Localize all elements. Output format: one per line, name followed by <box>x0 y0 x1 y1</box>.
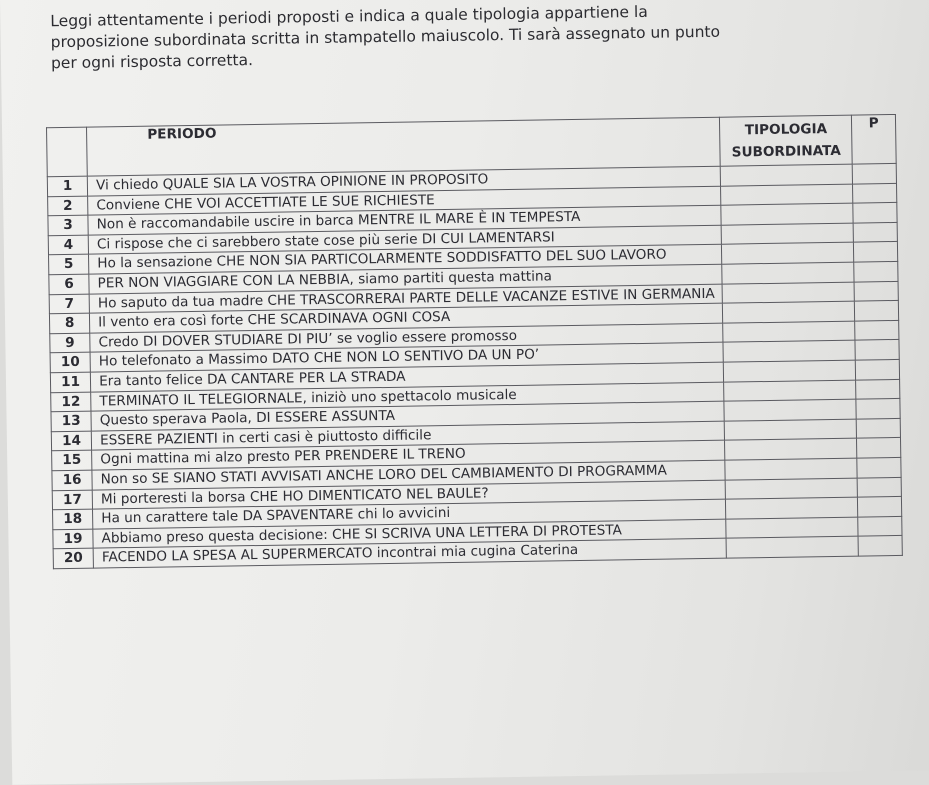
table-body <box>47 163 902 568</box>
row-points[interactable] <box>854 281 898 301</box>
row-number: 13 <box>51 411 91 431</box>
row-periodo: Ci rispose che ci sarebbero state cose più serie DI CUI LAMENTARSI <box>88 225 721 255</box>
row-tipologia-answer[interactable] <box>720 164 852 186</box>
row-tipologia-answer[interactable] <box>724 399 856 421</box>
row-periodo: Vi chiedo QUALE SIA LA VOSTRA OPINIONE IN PROPOSITO <box>87 166 720 196</box>
row-tipologia-answer[interactable] <box>724 380 856 402</box>
row-points[interactable] <box>857 457 901 477</box>
row-tipologia-answer[interactable] <box>723 301 855 323</box>
row-periodo: FACENDO LA SPESA AL SUPERMERCATO incontrai mia cugina Caterina <box>93 538 726 568</box>
instructions-line-3: per ogni risposta corretta. <box>50 51 254 73</box>
row-periodo: Questo sperava Paola, DI ESSERE ASSUNTA <box>91 401 724 431</box>
row-points[interactable] <box>855 320 899 340</box>
row-periodo: Ha un carattere tale DA SPAVENTARE chi lo avvicini <box>93 499 726 529</box>
header-tipologia-line-1: TIPOLOGIA <box>744 121 828 139</box>
row-number: 18 <box>53 509 93 529</box>
row-points[interactable] <box>856 379 900 399</box>
row-periodo: PER NON VIAGGIARE CON LA NEBBIA, siamo partiti questa mattina <box>89 264 722 294</box>
row-points[interactable] <box>856 399 900 419</box>
row-tipologia-answer[interactable] <box>723 340 855 362</box>
row-number: 7 <box>49 294 89 314</box>
header-tipologia-line-2: SUBORDINATA <box>731 142 841 161</box>
row-tipologia-answer[interactable] <box>721 223 853 245</box>
row-points[interactable] <box>857 418 901 438</box>
row-periodo: Non so SE SIANO STATI AVVISATI ANCHE LORO DEL CAMBIAMENTO DI PROGRAMMA <box>92 460 725 490</box>
row-tipologia-answer[interactable] <box>722 262 854 284</box>
row-tipologia-answer[interactable] <box>726 536 858 558</box>
row-tipologia-answer[interactable] <box>721 184 853 206</box>
row-periodo: Non è raccomandabile uscire in barca MENTRE IL MARE È IN TEMPESTA <box>88 205 721 235</box>
row-tipologia-answer[interactable] <box>722 242 854 264</box>
row-tipologia-answer[interactable] <box>723 321 855 343</box>
row-points[interactable] <box>853 222 897 242</box>
row-points[interactable] <box>854 242 898 262</box>
row-number: 4 <box>48 235 88 255</box>
row-number: 10 <box>50 352 90 372</box>
row-points[interactable] <box>853 163 897 183</box>
row-number: 6 <box>49 274 89 294</box>
row-periodo: TERMINATO IL TELEGIORNALE, iniziò uno spettacolo musicale <box>91 382 724 412</box>
header-periodo: PERIODO <box>87 117 721 176</box>
row-tipologia-answer[interactable] <box>725 478 857 500</box>
row-periodo: Ho saputo da tua madre CHE TRASCORRERAI PARTE DELLE VACANZE ESTIVE IN GERMANIA <box>89 284 722 314</box>
row-number: 5 <box>49 255 89 275</box>
row-number: 14 <box>51 431 91 451</box>
row-points[interactable] <box>853 203 897 223</box>
header-number-cell <box>47 127 88 177</box>
instructions-line-2: proposizione subordinata scritta in stampatello maiuscolo. Ti sarà assegnato un punto <box>50 22 721 52</box>
row-tipologia-answer[interactable] <box>725 458 857 480</box>
row-tipologia-answer[interactable] <box>721 203 853 225</box>
row-periodo: Il vento era così forte CHE SCARDINAVA OGNI COSA <box>90 303 723 333</box>
row-points[interactable] <box>854 261 898 281</box>
row-number: 9 <box>50 333 90 353</box>
row-periodo: Era tanto felice DA CANTARE PER LA STRADA <box>90 362 723 392</box>
row-number: 17 <box>52 490 92 510</box>
row-tipologia-answer[interactable] <box>724 360 856 382</box>
row-periodo: Ho la sensazione CHE NON SIA PARTICOLARMENTE SODDISFATTO DEL SUO LAVORO <box>89 245 722 275</box>
row-number: 2 <box>48 196 88 216</box>
row-number: 1 <box>47 176 87 196</box>
row-points[interactable] <box>855 340 899 360</box>
row-periodo: Abbiamo preso questa decisione: CHE SI SCRIVA UNA LETTERA DI PROTESTA <box>93 519 726 549</box>
row-number: 15 <box>52 450 92 470</box>
exercise-table <box>46 114 903 569</box>
instructions-line-1: Leggi attentamente i periodi proposti e indica a quale tipologia appartiene la <box>50 2 648 31</box>
row-number: 11 <box>50 372 90 392</box>
row-number: 20 <box>53 548 93 568</box>
row-points[interactable] <box>858 496 902 516</box>
header-points: P <box>852 114 896 164</box>
row-points[interactable] <box>857 477 901 497</box>
row-points[interactable] <box>855 301 899 321</box>
row-points[interactable] <box>856 359 900 379</box>
row-points[interactable] <box>858 536 902 556</box>
row-number: 19 <box>53 529 93 549</box>
row-number: 3 <box>48 215 88 235</box>
instructions <box>50 0 871 74</box>
row-number: 12 <box>51 392 91 412</box>
row-points[interactable] <box>858 516 902 536</box>
row-periodo: Ho telefonato a Massimo DATO CHE NON LO SENTIVO DA UN PO’ <box>90 343 723 373</box>
header-tipologia <box>720 115 853 166</box>
row-number: 8 <box>49 313 89 333</box>
row-periodo: Ogni mattina mi alzo presto PER PRENDERE IL TRENO <box>92 440 725 470</box>
row-tipologia-answer[interactable] <box>725 438 857 460</box>
row-tipologia-answer[interactable] <box>722 282 854 304</box>
row-periodo: Mi porteresti la borsa CHE HO DIMENTICATO NEL BAULE? <box>92 480 725 510</box>
row-number: 16 <box>52 470 92 490</box>
row-periodo: Conviene CHE VOI ACCETTIATE LE SUE RICHIESTE <box>88 186 721 216</box>
row-tipologia-answer[interactable] <box>726 497 858 519</box>
row-points[interactable] <box>853 183 897 203</box>
row-periodo: ESSERE PAZIENTI in certi casi è piuttosto difficile <box>91 421 724 451</box>
row-tipologia-answer[interactable] <box>726 517 858 539</box>
row-tipologia-answer[interactable] <box>724 419 856 441</box>
row-periodo: Credo DI DOVER STUDIARE DI PIU’ se voglio essere promosso <box>90 323 723 353</box>
row-points[interactable] <box>857 438 901 458</box>
